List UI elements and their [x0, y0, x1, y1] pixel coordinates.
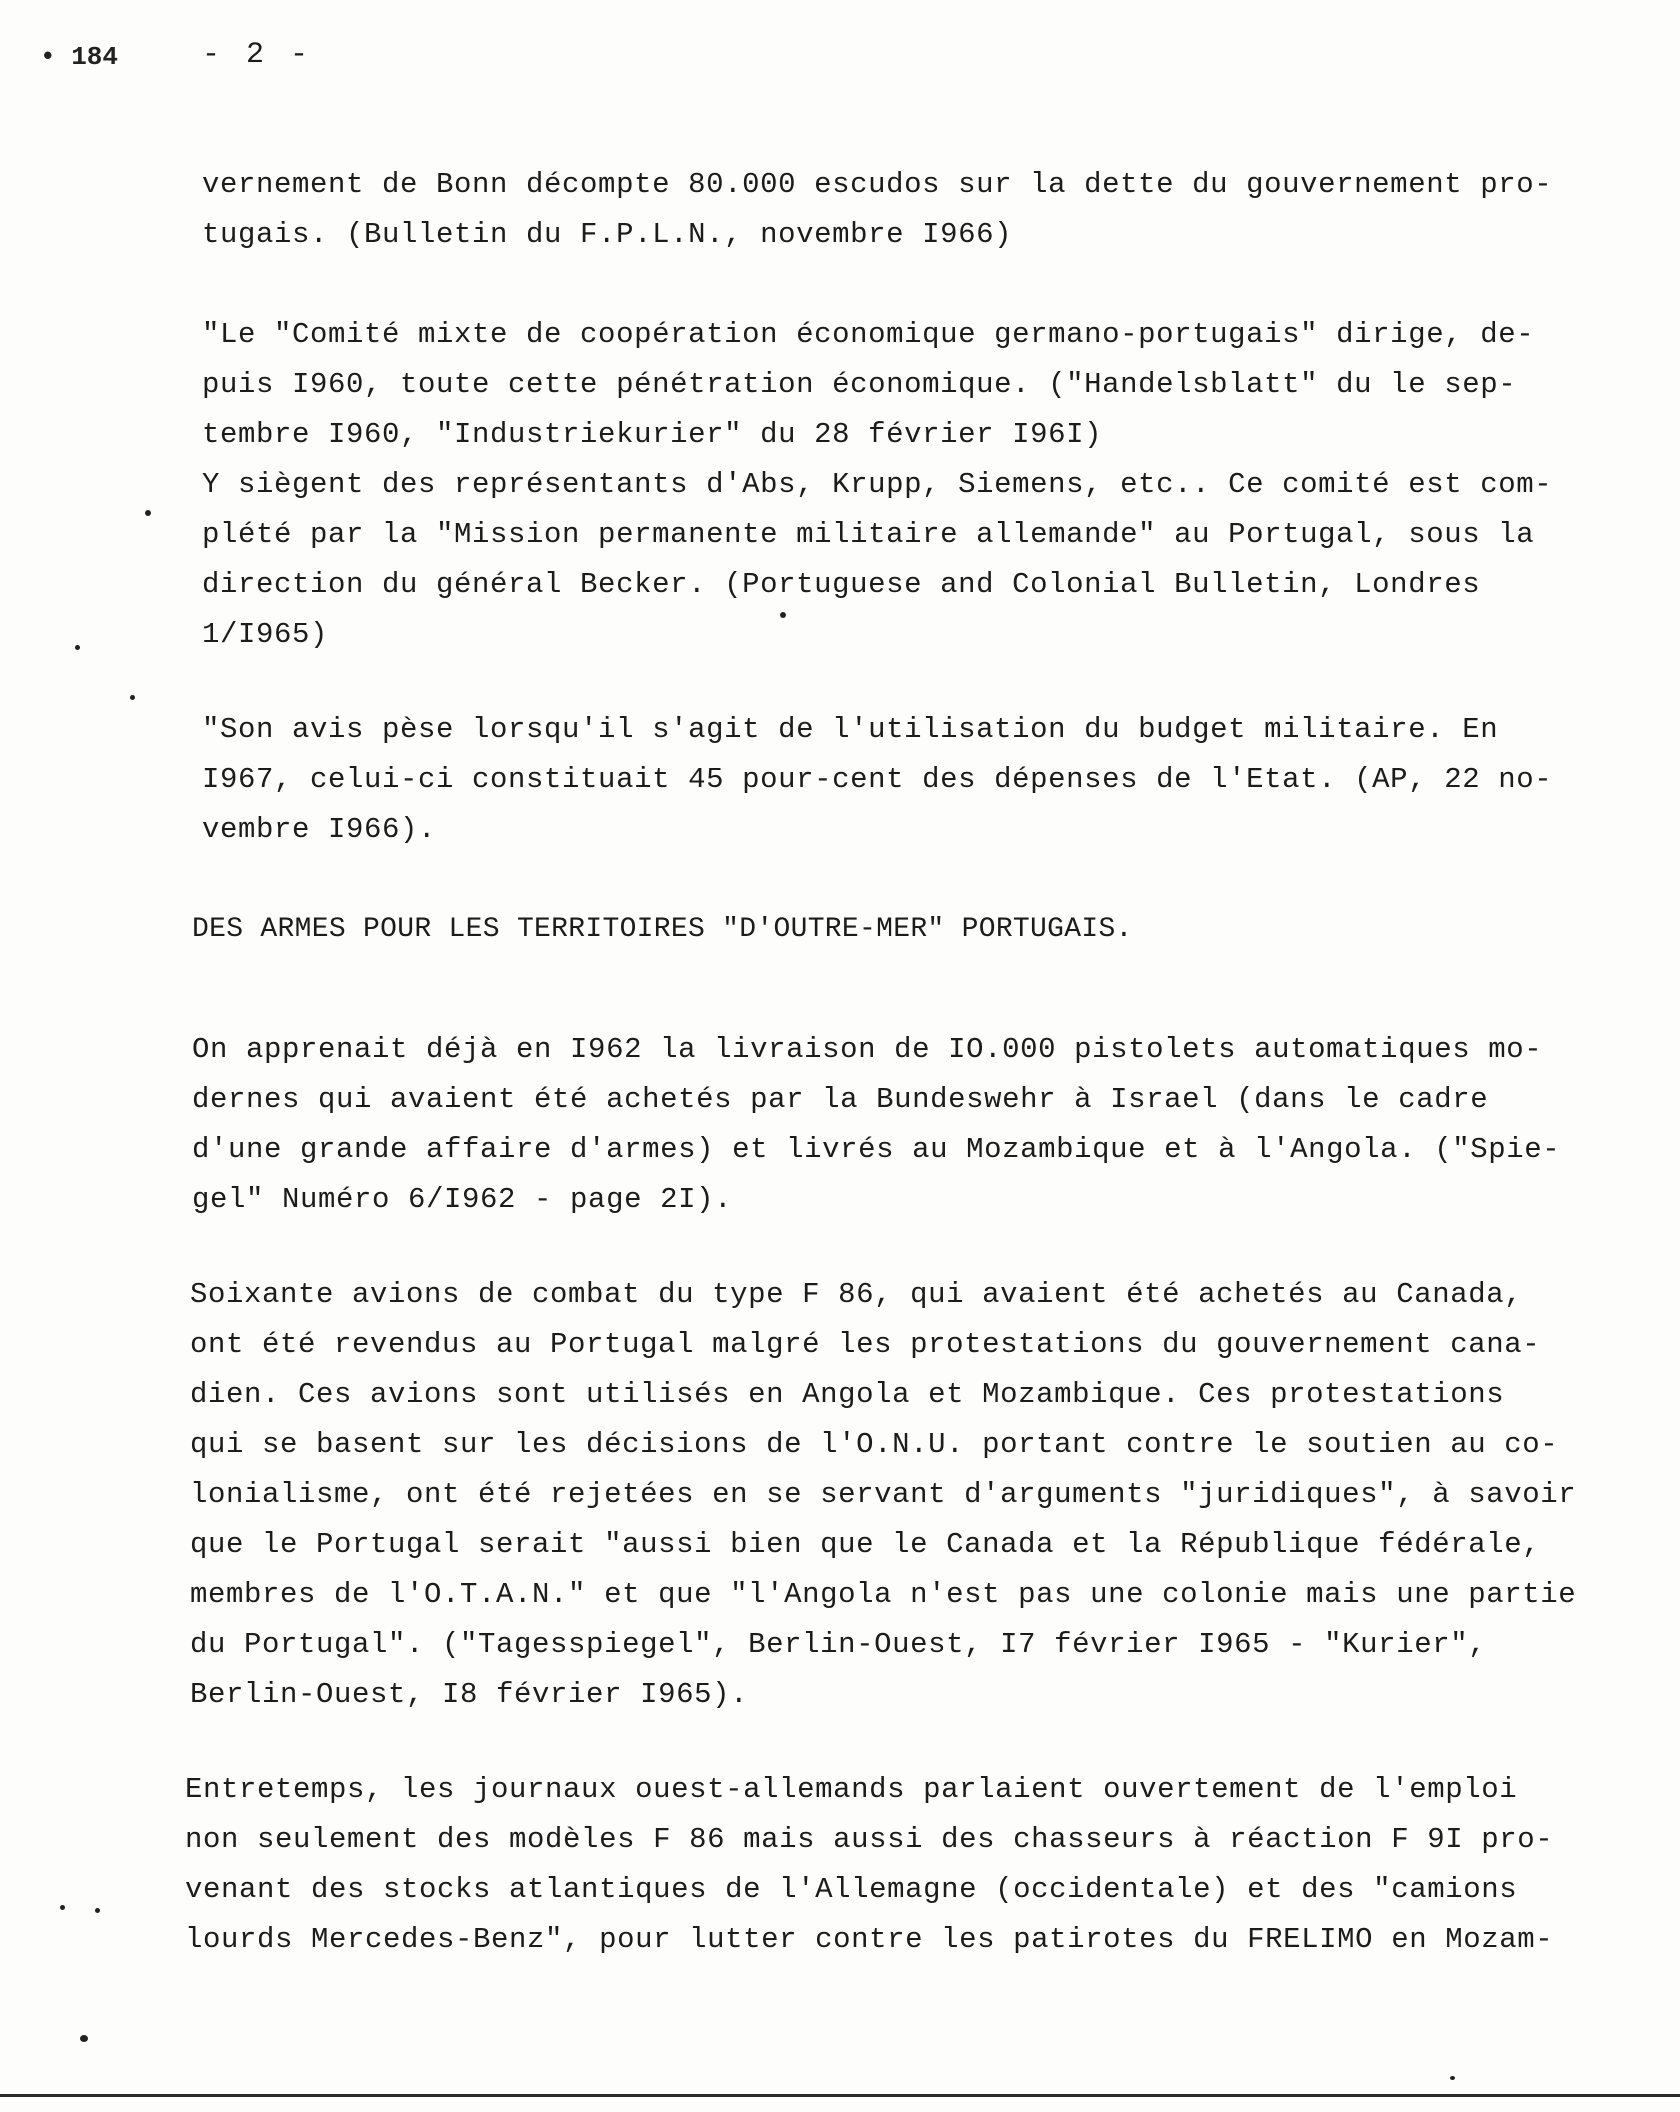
text-line: Entretemps, les journaux ouest-allemands parlaient ouvertement de l'emploi: [185, 1773, 1518, 1806]
scan-speck: [80, 2035, 88, 2042]
text-line: "Le "Comité mixte de coopération économique germano-portugais" dirige, de-: [202, 318, 1535, 351]
page-bottom-edge: [0, 2094, 1680, 2097]
text-line: Berlin-Ouest, I8 février I965).: [190, 1678, 749, 1711]
text-line: Y siègent des représentants d'Abs, Krupp, Siemens, etc.. Ce comité est com-: [202, 468, 1553, 501]
text-line: ont été revendus au Portugal malgré les protestations du gouvernement cana-: [190, 1328, 1541, 1361]
text-line: que le Portugal serait "aussi bien que le Canada et la République fédérale,: [190, 1528, 1541, 1561]
scan-speck: [95, 1908, 100, 1913]
text-line: venant des stocks atlantiques de l'Allemagne (occidentale) et des "camions: [185, 1873, 1518, 1906]
scan-speck: [60, 1905, 65, 1910]
text-line: qui se basent sur les décisions de l'O.N.U. portant contre le soutien au co-: [190, 1428, 1559, 1461]
scan-speck: [75, 645, 80, 650]
text-line: "Son avis pèse lorsqu'il s'agit de l'utilisation du budget militaire. En: [202, 713, 1499, 746]
scan-speck: [780, 612, 786, 618]
text-line: non seulement des modèles F 86 mais aussi des chasseurs à réaction F 9I pro-: [185, 1823, 1554, 1856]
text-line: du Portugal". ("Tagesspiegel", Berlin-Ouest, I7 février I965 - "Kurier",: [190, 1628, 1487, 1661]
paragraph: [192, 1025, 1560, 1225]
text-line: Soixante avions de combat du type F 86, qui avaient été achetés au Canada,: [190, 1278, 1523, 1311]
section-heading-text: DES ARMES POUR LES TERRITOIRES "D'OUTRE-MER" PORTUGAIS.: [192, 914, 1133, 945]
scan-speck: [1450, 2076, 1455, 2080]
scan-speck: [130, 695, 135, 700]
scan-speck: [145, 510, 151, 516]
section-heading: [192, 905, 1133, 955]
text-line: lonialisme, ont été rejetées en se servant d'arguments "juridiques", à savoir: [190, 1478, 1577, 1511]
text-line: tugais. (Bulletin du F.P.L.N., novembre I966): [202, 218, 1013, 251]
text-line: 1/I965): [202, 618, 329, 651]
page-number: - 2 -: [202, 38, 313, 72]
corner-mark: • 184: [40, 42, 119, 72]
text-line: puis I960, toute cette pénétration économique. ("Handelsblatt" du le sep-: [202, 368, 1517, 401]
text-line: lourds Mercedes-Benz", pour lutter contre les patirotes du FRELIMO en Mozam-: [185, 1923, 1554, 1956]
text-line: direction du général Becker. (Portuguese and Colonial Bulletin, Londres: [202, 568, 1481, 601]
text-line: I967, celui-ci constituait 45 pour-cent des dépenses de l'Etat. (AP, 22 no-: [202, 763, 1553, 796]
paragraph: [202, 705, 1552, 855]
paragraph: [202, 310, 1552, 660]
text-line: membres de l'O.T.A.N." et que "l'Angola n'est pas une colonie mais une partie: [190, 1578, 1577, 1611]
text-line: vernement de Bonn décompte 80.000 escudos sur la dette du gouvernement pro-: [202, 168, 1553, 201]
text-line: plété par la "Mission permanente militaire allemande" au Portugal, sous la: [202, 518, 1535, 551]
text-line: On apprenait déjà en I962 la livraison de IO.000 pistolets automatiques mo-: [192, 1033, 1543, 1066]
text-line: dernes qui avaient été achetés par la Bundeswehr à Israel (dans le cadre: [192, 1083, 1489, 1116]
paragraph: [202, 160, 1552, 260]
text-line: tembre I960, "Industriekurier" du 28 février I96I): [202, 418, 1103, 451]
text-line: dien. Ces avions sont utilisés en Angola et Mozambique. Ces protestations: [190, 1378, 1505, 1411]
text-line: gel" Numéro 6/I962 - page 2I).: [192, 1183, 733, 1216]
text-line: d'une grande affaire d'armes) et livrés au Mozambique et à l'Angola. ("Spie-: [192, 1133, 1561, 1166]
paragraph: [185, 1765, 1553, 1965]
paragraph: [190, 1270, 1576, 1720]
text-line: vembre I966).: [202, 813, 437, 846]
